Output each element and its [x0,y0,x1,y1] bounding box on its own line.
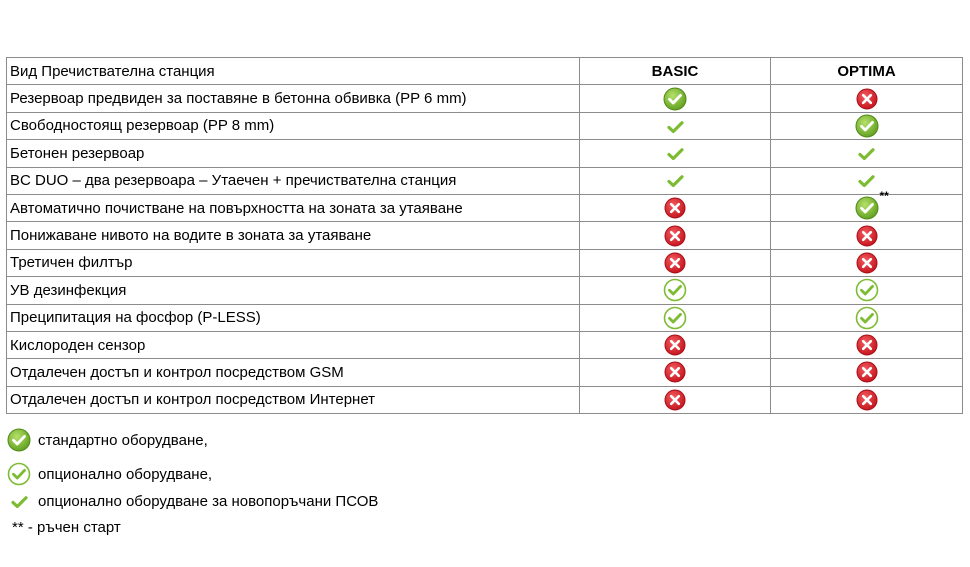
legend-optional-label: опционално оборудване, [38,465,213,483]
table-row [7,222,963,249]
x-circle-icon [664,361,686,383]
feature-cell: Кислороден сензор [7,331,580,358]
comparison-table [6,57,963,414]
header-basic: BASIC [580,58,771,85]
table-row [7,386,963,413]
optima-cell [771,331,963,358]
feature-cell: Понижаване нивото на водите в зоната за утаяване [7,222,580,249]
legend-manual [6,519,121,536]
basic-cell [580,194,771,221]
x-circle-icon [856,334,878,356]
feature-cell: Свободностоящ резервоар (PP 8 mm) [7,112,580,139]
table-row [7,359,963,386]
optima-cell [771,167,963,194]
feature-cell: BC DUO – два резервоара – Утаечен + пречиствателна станция [7,167,580,194]
feature-cell: Третичен филтър [7,249,580,276]
feature-cell: Резервоар предвиден за поставяне в бетонна обвивка (PP 6 mm) [7,85,580,112]
table-row [7,140,963,167]
basic-cell [580,386,771,413]
x-circle-icon [856,225,878,247]
basic-cell [580,331,771,358]
basic-cell [580,140,771,167]
optima-cell [771,85,963,112]
footnote-marker: ** [879,189,889,204]
optima-cell [771,112,963,139]
optima-cell [771,189,963,221]
basic-cell [580,167,771,194]
check-small-icon [667,120,684,134]
x-circle-icon [856,252,878,274]
check-small-icon [667,147,684,161]
check-circle-outline-icon [663,306,687,330]
basic-cell [580,277,771,304]
table-row [7,277,963,304]
feature-cell: УВ дезинфекция [7,277,580,304]
legend-new [6,493,378,510]
basic-cell [580,304,771,331]
basic-cell [580,222,771,249]
optima-cell [771,222,963,249]
table-row [7,167,963,194]
basic-cell [580,249,771,276]
feature-cell: Преципитация на фосфор (P-LESS) [7,304,580,331]
header-optima: OPTIMA [771,58,963,85]
x-circle-icon [856,88,878,110]
optima-cell [771,140,963,167]
legend-optional [6,462,212,486]
legend-new-label: опционално оборудване за новопоръчани ПСОВ [38,493,379,510]
table-row [7,194,963,221]
check-circle-filled-icon [663,87,687,111]
check-circle-filled-icon [855,189,889,220]
check-small-icon [858,174,875,188]
check-circle-filled-icon [855,114,879,138]
x-circle-icon [664,389,686,411]
table-row [7,85,963,112]
x-circle-icon [664,197,686,219]
header-feature: Вид Пречиствателна станция [7,58,580,85]
table-header-row [7,58,963,85]
optima-cell [771,249,963,276]
check-circle-outline-icon [663,278,687,302]
x-circle-icon [664,225,686,247]
basic-cell [580,112,771,139]
table-row [7,249,963,276]
check-circle-outline-icon [6,462,32,486]
optima-cell [771,304,963,331]
check-small-icon [858,147,875,161]
check-small-icon [6,495,32,509]
feature-cell: Бетонен резервоар [7,140,580,167]
feature-cell: Отдалечен достъп и контрол посредством GSM [7,359,580,386]
legend-standard [6,428,208,452]
x-circle-icon [856,361,878,383]
feature-cell: Отдалечен достъп и контрол посредством Интернет [7,386,580,413]
table-row [7,304,963,331]
feature-cell: Автоматично почистване на повърхността на зоната за утаяване [7,194,580,221]
legend-standard-label: стандартно оборудване, [38,431,208,449]
table-row [7,112,963,139]
optima-cell [771,359,963,386]
check-circle-outline-icon [855,306,879,330]
check-small-icon [667,174,684,188]
check-circle-outline-icon [855,278,879,302]
legend-manual-label: ** - ръчен старт [12,519,121,536]
basic-cell [580,85,771,112]
x-circle-icon [664,252,686,274]
x-circle-icon [664,334,686,356]
table-row [7,331,963,358]
basic-cell [580,359,771,386]
check-circle-filled-icon [6,428,32,452]
x-circle-icon [856,389,878,411]
optima-cell [771,277,963,304]
optima-cell [771,386,963,413]
